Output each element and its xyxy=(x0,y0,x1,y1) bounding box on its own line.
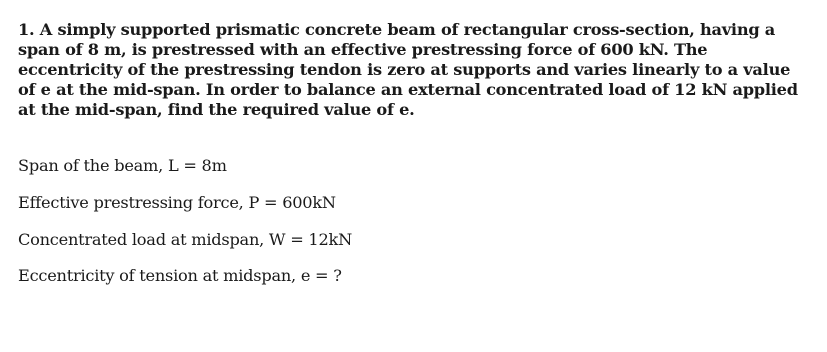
given-span: Span of the beam, L = 8m xyxy=(18,156,227,175)
given-prestressing-force: Effective prestressing force, P = 600kN xyxy=(18,193,336,212)
document-body xyxy=(18,20,808,285)
given-eccentricity: Eccentricity of tension at midspan, e = ? xyxy=(18,266,342,285)
given-concentrated-load: Concentrated load at midspan, W = 12kN xyxy=(18,230,352,249)
problem-statement: 1. A simply supported prismatic concrete beam of rectangular cross-section, having a span of 8 m, is prestressed with an effective prestressing force of 600 kN. The eccentricity of the prestressing tendon is zero at supports and varies linearly to a value of e at the mid-span. In order to balance an external concentrated load of 12 kN applied at the mid-span, find the required value of e. xyxy=(18,20,798,119)
